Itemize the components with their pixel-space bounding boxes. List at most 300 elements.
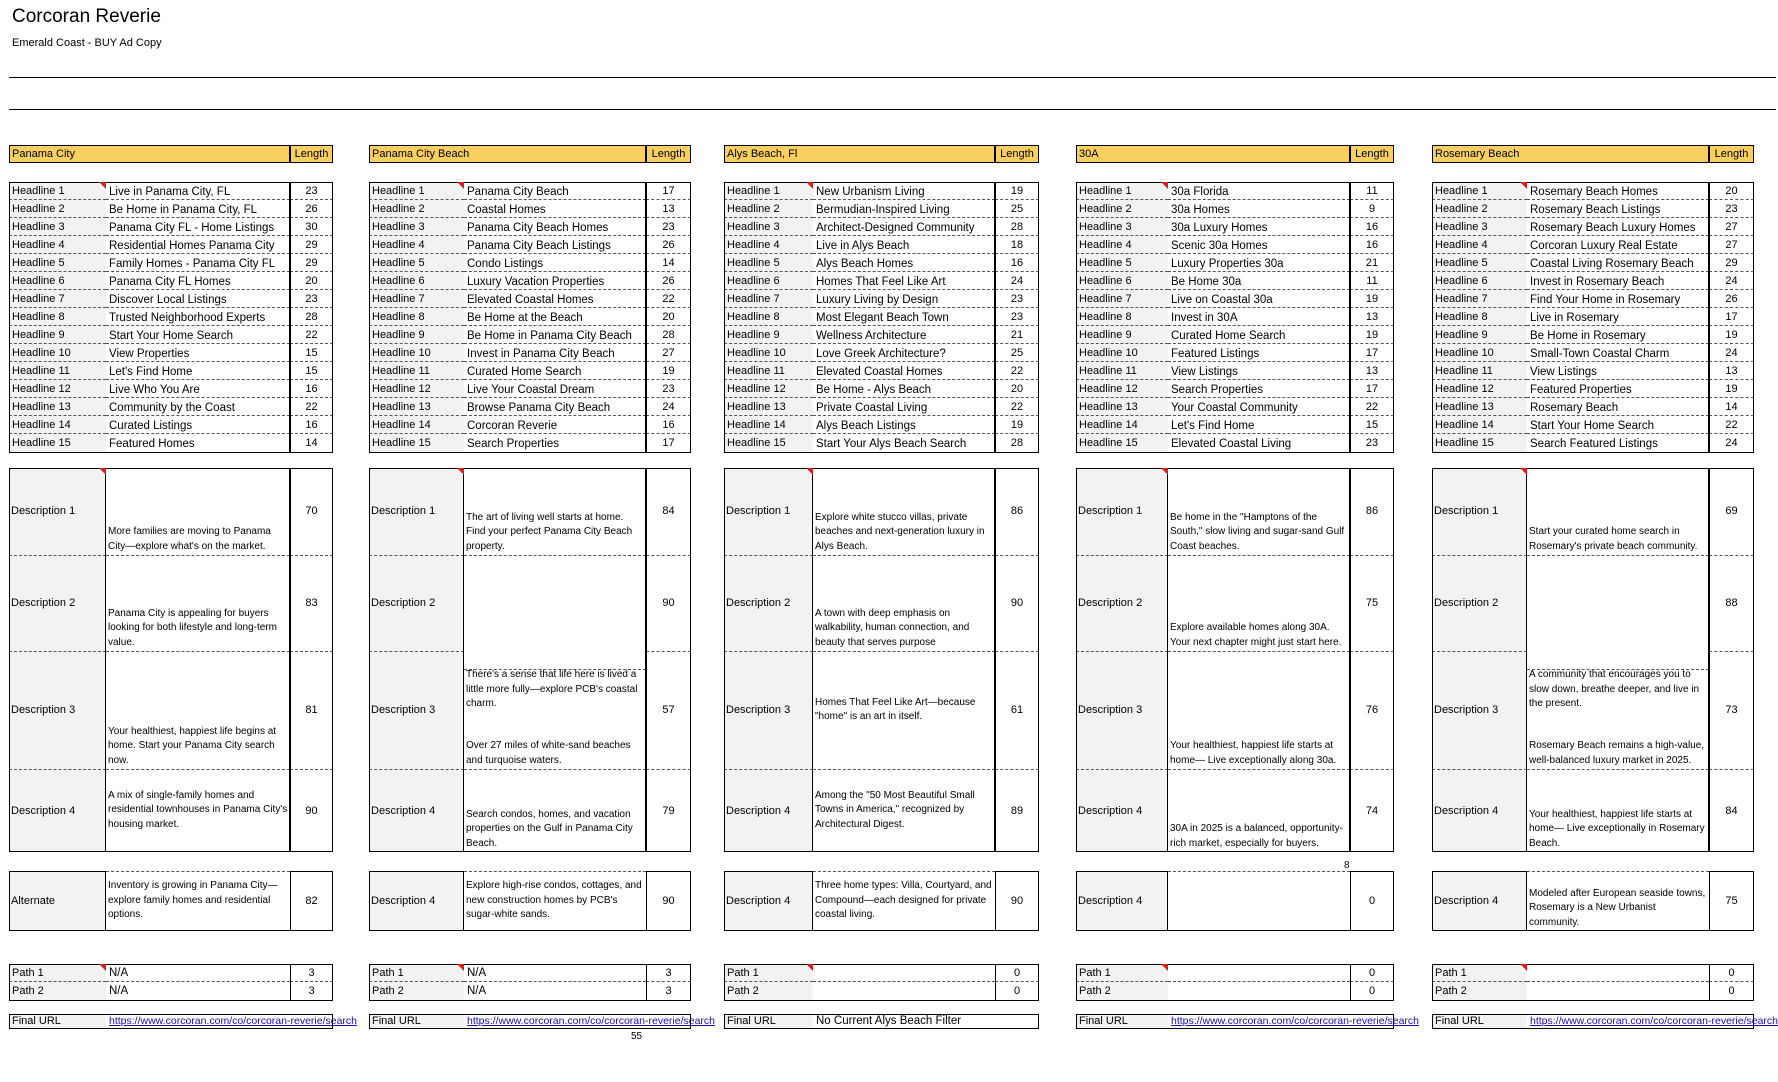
headline-length: 22: [995, 398, 1039, 416]
description-text[interactable]: There's a sense that life here is lived a little more fully—explore PCB's coastal charm.: [464, 556, 646, 670]
headline-label: Headline 13: [724, 398, 813, 416]
headline-length: 22: [290, 326, 333, 344]
headline-label: Headline 13: [1076, 398, 1168, 416]
description-label: Description 3: [9, 652, 106, 770]
comment-flag: [806, 964, 813, 971]
headline-length: 14: [290, 434, 333, 452]
description-length: 57: [646, 652, 691, 770]
description-length: 84: [646, 468, 691, 556]
headline-length: 25: [995, 200, 1039, 218]
description-text[interactable]: Start your curated home search in Rosemary's private beach community.: [1527, 468, 1709, 556]
headline-length: 13: [646, 200, 691, 218]
headline-label: Headline 3: [724, 218, 813, 236]
alternate-label: Description 4: [1432, 871, 1527, 931]
description-label: Description 2: [1432, 556, 1527, 652]
description-text[interactable]: Among the "50 Most Beautiful Small Towns in America," recognized by Architectural Digest.: [815, 789, 975, 830]
headline-text[interactable]: Be Home in Panama City Beach: [464, 326, 646, 344]
description-text[interactable]: Your healthiest, happiest life starts at home— Live exceptionally along 30a.: [1168, 652, 1350, 770]
description-length: 74: [1365, 804, 1379, 817]
headline-label: Headline 14: [724, 416, 813, 434]
headline-text[interactable]: Scenic 30a Homes: [1168, 236, 1350, 254]
headline-text[interactable]: Coastal Living Rosemary Beach: [1527, 254, 1709, 272]
headline-label: Headline 6: [724, 272, 813, 290]
headline-text[interactable]: Luxury Living by Design: [813, 290, 995, 308]
headline-text[interactable]: Rosemary Beach Luxury Homes: [1527, 218, 1709, 236]
final-url-link[interactable]: https://www.corcoran.com/co/corcoran-reverie/search: [467, 1015, 716, 1027]
headline-label: Headline 4: [9, 236, 106, 254]
description-length: 69: [1709, 468, 1754, 556]
headline-text[interactable]: Panama City FL Homes: [106, 272, 290, 290]
path-text[interactable]: [1527, 964, 1709, 982]
headline-text[interactable]: Featured Homes: [109, 438, 195, 450]
headline-length: 24: [995, 272, 1039, 290]
headline-length: 20: [995, 380, 1039, 398]
headline-label: Headline 10: [369, 344, 464, 362]
description-text[interactable]: Explore white stucco villas, private beaches and next-generation luxury in Alys Beach.: [813, 468, 995, 556]
headline-length: 28: [995, 434, 1039, 452]
headline-length: 17: [646, 182, 691, 200]
headline-text[interactable]: Panama City Beach Homes: [464, 218, 646, 236]
headline-text[interactable]: Wellness Architecture: [813, 326, 995, 344]
headline-text[interactable]: Be Home at the Beach: [464, 308, 646, 326]
headline-label: Headline 15: [1076, 434, 1168, 452]
headline-text[interactable]: Rosemary Beach Homes: [1527, 182, 1709, 200]
headline-length: 29: [1709, 254, 1754, 272]
description-label: Description 2: [724, 556, 813, 652]
headline-length: 22: [646, 290, 691, 308]
headline-label: Headline 10: [1432, 344, 1527, 362]
headline-length: 24: [1709, 272, 1754, 290]
description-label: Description 1: [1076, 468, 1168, 556]
headline-label: Headline 6: [1076, 272, 1168, 290]
headline-length: 9: [1350, 200, 1394, 218]
alternate-label: Description 4: [1076, 871, 1168, 931]
headline-length: 23: [290, 290, 333, 308]
description-text[interactable]: A town with deep emphasis on walkability, human connection, and beauty that serves purpose: [813, 556, 995, 652]
headline-label: Headline 7: [1432, 290, 1527, 308]
description-label: Description 1: [1432, 468, 1527, 556]
headline-label: Headline 14: [1076, 416, 1168, 434]
path-length: 0: [1350, 982, 1394, 1000]
headline-text[interactable]: Start Your Alys Beach Search: [816, 438, 967, 450]
headline-text[interactable]: Bermudian-Inspired Living: [813, 200, 995, 218]
comment-flag: [1161, 182, 1168, 189]
headline-text[interactable]: Live in Rosemary: [1527, 308, 1709, 326]
headline-text[interactable]: Homes That Feel Like Art: [813, 272, 995, 290]
headline-label: Headline 15: [9, 434, 106, 452]
description-length: 61: [995, 652, 1039, 770]
headline-text[interactable]: Luxury Properties 30a: [1168, 254, 1350, 272]
headline-label: Headline 4: [724, 236, 813, 254]
headline-text[interactable]: Family Homes - Panama City FL: [106, 254, 290, 272]
headline-text[interactable]: Rosemary Beach: [1527, 398, 1709, 416]
length-header-2: Length: [995, 145, 1039, 163]
description-text[interactable]: Over 27 miles of white-sand beaches and turquoise waters.: [464, 652, 646, 770]
headline-length: 28: [290, 308, 333, 326]
headline-text[interactable]: Love Greek Architecture?: [813, 344, 995, 362]
alternate-label: Description 4: [369, 871, 464, 931]
description-label: Description 4: [1432, 770, 1527, 852]
alternate-text[interactable]: Three home types: Villa, Courtyard, and Compound—each designed for private coastal living.: [813, 871, 995, 931]
headline-length: 29: [290, 236, 333, 254]
alternate-text[interactable]: Explore high-rise condos, cottages, and new construction homes by PCB's sugar-white sands.: [464, 871, 646, 931]
path-length: 3: [646, 964, 691, 982]
headline-length: 26: [646, 236, 691, 254]
description-label: Description 4: [724, 770, 813, 852]
alternate-text[interactable]: Inventory is growing in Panama City—explore family homes and residential options.: [106, 871, 290, 931]
column-header-4[interactable]: Rosemary Beach: [1432, 145, 1709, 163]
description-label: Description 1: [724, 468, 813, 556]
headline-length: 19: [1350, 290, 1394, 308]
description-text[interactable]: Search condos, homes, and vacation properties on the Gulf in Panama City Beach.: [466, 808, 633, 849]
final-url-label: Final URL: [1076, 1014, 1168, 1029]
headline-label: Headline 4: [1076, 236, 1168, 254]
headline-label: Headline 9: [369, 326, 464, 344]
description-text[interactable]: A mix of single-family homes and residential townhouses in Panama City's housing market.: [108, 789, 288, 830]
path-length: 3: [290, 982, 333, 1000]
path-label: Path 1: [1432, 964, 1527, 982]
headline-text[interactable]: Let's Find Home: [1168, 416, 1350, 434]
description-length: 86: [1350, 468, 1394, 556]
headline-label: Headline 5: [1432, 254, 1527, 272]
headline-text[interactable]: Start Your Home Search: [1527, 416, 1709, 434]
path-length: 3: [290, 964, 333, 982]
headline-text[interactable]: Luxury Vacation Properties: [464, 272, 646, 290]
alternate-length: 75: [1709, 871, 1754, 931]
headline-length: 18: [995, 236, 1039, 254]
headline-length: 17: [1350, 344, 1394, 362]
headline-length: 20: [646, 308, 691, 326]
headline-label: Headline 8: [724, 308, 813, 326]
path-text[interactable]: N/A: [109, 985, 129, 997]
headline-length: 21: [1350, 254, 1394, 272]
description-text[interactable]: Your healthiest, happiest life begins at home. Start your Panama City search now.: [106, 652, 290, 770]
headline-label: Headline 2: [1432, 200, 1527, 218]
path-length: 3: [646, 982, 691, 1000]
comment-flag: [1520, 182, 1527, 189]
headline-text[interactable]: Search Properties: [1168, 380, 1350, 398]
headline-label: Headline 12: [724, 380, 813, 398]
path-length: 0: [1709, 964, 1754, 982]
headline-label: Headline 2: [1076, 200, 1168, 218]
headline-label: Headline 3: [1432, 218, 1527, 236]
headline-text[interactable]: Condo Listings: [464, 254, 646, 272]
comment-flag: [806, 182, 813, 189]
description-length: 75: [1350, 556, 1394, 652]
headline-text[interactable]: Most Elegant Beach Town: [813, 308, 995, 326]
page-title: Corcoran Reverie: [12, 6, 161, 27]
headline-text[interactable]: Coastal Homes: [464, 200, 646, 218]
headline-label: Headline 8: [369, 308, 464, 326]
description-length: 79: [662, 804, 675, 817]
path-text[interactable]: N/A: [467, 985, 487, 997]
headline-text[interactable]: Featured Listings: [1168, 344, 1350, 362]
path-length: 0: [1709, 982, 1754, 1000]
headline-text[interactable]: 30a Florida: [1168, 182, 1350, 200]
description-text[interactable]: 30A in 2025 is a balanced, opportunity-rich market, especially for buyers.: [1170, 823, 1343, 849]
path-label: Path 2: [369, 982, 464, 1000]
headline-label: Headline 8: [1076, 308, 1168, 326]
headline-label: Headline 10: [724, 344, 813, 362]
headline-text[interactable]: Panama City Beach: [464, 182, 646, 200]
headline-text[interactable]: Panama City FL - Home Listings: [106, 218, 290, 236]
headline-label: Headline 9: [724, 326, 813, 344]
headline-length: 28: [646, 326, 691, 344]
headline-label: Headline 2: [369, 200, 464, 218]
headline-label: Headline 15: [1432, 434, 1527, 452]
headline-text[interactable]: 30a Luxury Homes: [1168, 218, 1350, 236]
headline-text[interactable]: Discover Local Listings: [106, 290, 290, 308]
description-length: 76: [1350, 652, 1394, 770]
headline-label: Headline 11: [9, 362, 106, 380]
headline-label: Headline 14: [369, 416, 464, 434]
column-header-3[interactable]: 30A: [1076, 145, 1350, 163]
description-text[interactable]: Explore available homes along 30A. Your next chapter might just start here.: [1168, 556, 1350, 652]
final-url-link[interactable]: https://www.corcoran.com/co/corcoran-reverie/search: [1530, 1015, 1778, 1027]
alternate-length: 82: [290, 871, 333, 931]
headline-text[interactable]: Be Home 30a: [1168, 272, 1350, 290]
description-length: 90: [305, 804, 318, 817]
headline-label: Headline 8: [1432, 308, 1527, 326]
description-label: Description 3: [1076, 652, 1168, 770]
path-label: Path 2: [1432, 982, 1527, 1000]
alternate-text[interactable]: Modeled after European seaside towns, Rosemary is a New Urbanist community.: [1527, 871, 1709, 931]
description-label: Description 2: [369, 556, 464, 652]
comment-flag: [99, 468, 106, 475]
headline-length: 16: [1350, 236, 1394, 254]
headline-label: Headline 8: [9, 308, 106, 326]
headline-label: Headline 14: [9, 416, 106, 434]
headline-length: 30: [290, 218, 333, 236]
headline-length: 19: [1709, 380, 1754, 398]
headline-length: 11: [1350, 272, 1394, 290]
alternate-text[interactable]: [1168, 871, 1350, 931]
headline-text[interactable]: Let's Find Home: [106, 362, 290, 380]
headline-text[interactable]: Curated Home Search: [464, 362, 646, 380]
headline-label: Headline 7: [369, 290, 464, 308]
description-length: 89: [1010, 804, 1024, 817]
comment-flag: [806, 468, 813, 475]
headline-text[interactable]: Live in Alys Beach: [813, 236, 995, 254]
description-text[interactable]: Be home in the "Hamptons of the South," slow living and sugar-sand Gulf Coast beaches.: [1168, 468, 1350, 556]
comment-flag: [99, 182, 106, 189]
path-text[interactable]: N/A: [464, 964, 646, 982]
headline-length: 19: [646, 362, 691, 380]
headline-label: Headline 1: [1432, 182, 1527, 200]
headline-label: Headline 3: [9, 218, 106, 236]
path-text[interactable]: [813, 982, 995, 1000]
headline-text[interactable]: Residential Homes Panama City: [106, 236, 290, 254]
headline-label: Headline 12: [1432, 380, 1527, 398]
headline-text[interactable]: Start Your Home Search: [106, 326, 290, 344]
headline-length: 11: [1350, 182, 1394, 200]
path-length: 0: [995, 982, 1039, 1000]
headline-length: 26: [1709, 290, 1754, 308]
headline-length: 27: [646, 344, 691, 362]
divider-bottom: [9, 109, 1776, 110]
final-url-link[interactable]: https://www.corcoran.com/co/corcoran-reverie/search: [109, 1015, 358, 1027]
headline-length: 27: [1709, 236, 1754, 254]
headline-text[interactable]: Be Home in Panama City, FL: [106, 200, 290, 218]
headline-label: Headline 13: [9, 398, 106, 416]
alternate-label: Alternate: [9, 871, 106, 931]
path-label: Path 2: [1076, 982, 1168, 1000]
path-label: Path 1: [9, 964, 106, 982]
column-header-2[interactable]: Alys Beach, Fl: [724, 145, 995, 163]
description-label: Description 3: [1432, 652, 1527, 770]
headline-length: 15: [290, 344, 333, 362]
headline-label: Headline 1: [369, 182, 464, 200]
headline-length: 16: [646, 416, 691, 434]
comment-flag: [457, 468, 464, 475]
alternate-length: 0: [1350, 871, 1394, 931]
headline-length: 23: [995, 308, 1039, 326]
divider-top: [9, 77, 1776, 78]
headline-length: 22: [290, 398, 333, 416]
length-header-0: Length: [290, 145, 333, 163]
description-text[interactable]: Rosemary Beach remains a high-value, well-balanced luxury market in 2025.: [1527, 652, 1709, 770]
headline-text[interactable]: Invest in 30A: [1168, 308, 1350, 326]
headline-text[interactable]: Live in Panama City, FL: [106, 182, 290, 200]
final-url-text[interactable]: No Current Alys Beach Filter: [816, 1015, 962, 1027]
description-length: 70: [290, 468, 333, 556]
headline-label: Headline 5: [1076, 254, 1168, 272]
path-text[interactable]: [1527, 982, 1709, 1000]
headline-length: 24: [1709, 344, 1754, 362]
headline-text[interactable]: Your Coastal Community: [1168, 398, 1350, 416]
headline-text[interactable]: Elevated Coastal Living: [1171, 438, 1292, 450]
path-label: Path 1: [724, 964, 813, 982]
headline-length: 26: [646, 272, 691, 290]
headline-text[interactable]: Search Featured Listings: [1530, 438, 1658, 450]
description-text[interactable]: Panama City is appealing for buyers looking for both lifestyle and long-term value.: [106, 556, 290, 652]
description-label: Description 2: [9, 556, 106, 652]
headline-length: 22: [995, 362, 1039, 380]
headline-label: Headline 6: [9, 272, 106, 290]
headline-text[interactable]: Architect-Designed Community: [813, 218, 995, 236]
column-header-1[interactable]: Panama City Beach: [369, 145, 646, 163]
headline-text[interactable]: Community by the Coast: [106, 398, 290, 416]
description-label: Description 3: [724, 652, 813, 770]
path-text[interactable]: N/A: [106, 964, 290, 982]
headline-text[interactable]: Corcoran Reverie: [464, 416, 646, 434]
headline-text[interactable]: Be Home in Rosemary: [1527, 326, 1709, 344]
headline-text[interactable]: Find Your Home in Rosemary: [1527, 290, 1709, 308]
headline-text[interactable]: Private Coastal Living: [813, 398, 995, 416]
headline-label: Headline 11: [724, 362, 813, 380]
headline-text[interactable]: Curated Home Search: [1168, 326, 1350, 344]
headline-text[interactable]: Alys Beach Listings: [813, 416, 995, 434]
headline-text[interactable]: New Urbanism Living: [813, 182, 995, 200]
headline-text[interactable]: Rosemary Beach Listings: [1527, 200, 1709, 218]
headline-length: 15: [290, 362, 333, 380]
final-url-label: Final URL: [9, 1014, 106, 1029]
headline-label: Headline 12: [1076, 380, 1168, 398]
headline-length: 24: [1709, 434, 1754, 452]
headline-text[interactable]: Featured Properties: [1527, 380, 1709, 398]
path-text[interactable]: [1168, 982, 1350, 1000]
headline-text[interactable]: View Listings: [1527, 362, 1709, 380]
headline-label: Headline 1: [9, 182, 106, 200]
path-text[interactable]: [1168, 964, 1350, 982]
headline-label: Headline 4: [369, 236, 464, 254]
headline-text[interactable]: Corcoran Luxury Real Estate: [1527, 236, 1709, 254]
path-text[interactable]: [813, 964, 995, 982]
headline-label: Headline 7: [1076, 290, 1168, 308]
headline-length: 25: [995, 344, 1039, 362]
headline-text[interactable]: View Properties: [106, 344, 290, 362]
path-length: 0: [995, 964, 1039, 982]
headline-text[interactable]: Live on Coastal 30a: [1168, 290, 1350, 308]
description-text[interactable]: More families are moving to Panama City—explore what's on the market.: [106, 468, 290, 556]
headline-text[interactable]: View Listings: [1168, 362, 1350, 380]
headline-text[interactable]: Panama City Beach Listings: [464, 236, 646, 254]
headline-text[interactable]: Invest in Panama City Beach: [464, 344, 646, 362]
headline-label: Headline 3: [369, 218, 464, 236]
headline-length: 15: [1350, 416, 1394, 434]
headline-label: Headline 14: [1432, 416, 1527, 434]
description-label: Description 4: [9, 770, 106, 852]
final-url-label: Final URL: [724, 1014, 813, 1029]
description-text[interactable]: Homes That Feel Like Art—because "home" is an art in itself.: [813, 652, 995, 770]
headline-label: Headline 6: [1432, 272, 1527, 290]
headline-text[interactable]: Search Properties: [467, 438, 560, 450]
final-url-link[interactable]: https://www.corcoran.com/co/corcoran-reverie/search: [1171, 1015, 1420, 1027]
comment-flag: [99, 964, 106, 971]
headline-label: Headline 2: [724, 200, 813, 218]
headline-text[interactable]: Browse Panama City Beach: [464, 398, 646, 416]
comment-flag: [457, 964, 464, 971]
length-header-1: Length: [646, 145, 691, 163]
column-header-0[interactable]: Panama City: [9, 145, 290, 163]
headline-text[interactable]: Live Who You Are: [106, 380, 290, 398]
headline-length: 19: [995, 182, 1039, 200]
headline-length: 21: [995, 326, 1039, 344]
description-text[interactable]: A community that encourages you to slow down, breathe deeper, and live in the present.: [1527, 556, 1709, 670]
headline-label: Headline 5: [369, 254, 464, 272]
headline-text[interactable]: Live Your Coastal Dream: [464, 380, 646, 398]
headline-label: Headline 12: [9, 380, 106, 398]
headline-length: 19: [1350, 326, 1394, 344]
headline-label: Headline 12: [369, 380, 464, 398]
description-label: Description 1: [9, 468, 106, 556]
headline-text[interactable]: Invest in Rosemary Beach: [1527, 272, 1709, 290]
page-subtitle: Emerald Coast - BUY Ad Copy: [12, 37, 162, 49]
headline-length: 29: [290, 254, 333, 272]
description-text[interactable]: The art of living well starts at home. Find your perfect Panama City Beach property.: [464, 468, 646, 556]
comment-flag: [1520, 964, 1527, 971]
comment-flag: [1161, 468, 1168, 475]
headline-text[interactable]: Elevated Coastal Homes: [464, 290, 646, 308]
alternate-label: Description 4: [724, 871, 813, 931]
headline-text[interactable]: Alys Beach Homes: [813, 254, 995, 272]
headline-label: Headline 2: [9, 200, 106, 218]
headline-label: Headline 9: [1076, 326, 1168, 344]
headline-text[interactable]: 30a Homes: [1168, 200, 1350, 218]
headline-text[interactable]: Small-Town Coastal Charm: [1527, 344, 1709, 362]
headline-label: Headline 15: [369, 434, 464, 452]
headline-label: Headline 11: [369, 362, 464, 380]
headline-text[interactable]: Be Home - Alys Beach: [813, 380, 995, 398]
headline-text[interactable]: Elevated Coastal Homes: [813, 362, 995, 380]
headline-length: 19: [995, 416, 1039, 434]
description-text[interactable]: Your healthiest, happiest life starts at home— Live exceptionally in Rosemary Beach.: [1529, 808, 1705, 849]
headline-text[interactable]: Trusted Neighborhood Experts: [106, 308, 290, 326]
headline-length: 17: [1350, 380, 1394, 398]
description-label: Description 3: [369, 652, 464, 770]
headline-text[interactable]: Curated Listings: [106, 416, 290, 434]
description-length: 90: [995, 556, 1039, 652]
